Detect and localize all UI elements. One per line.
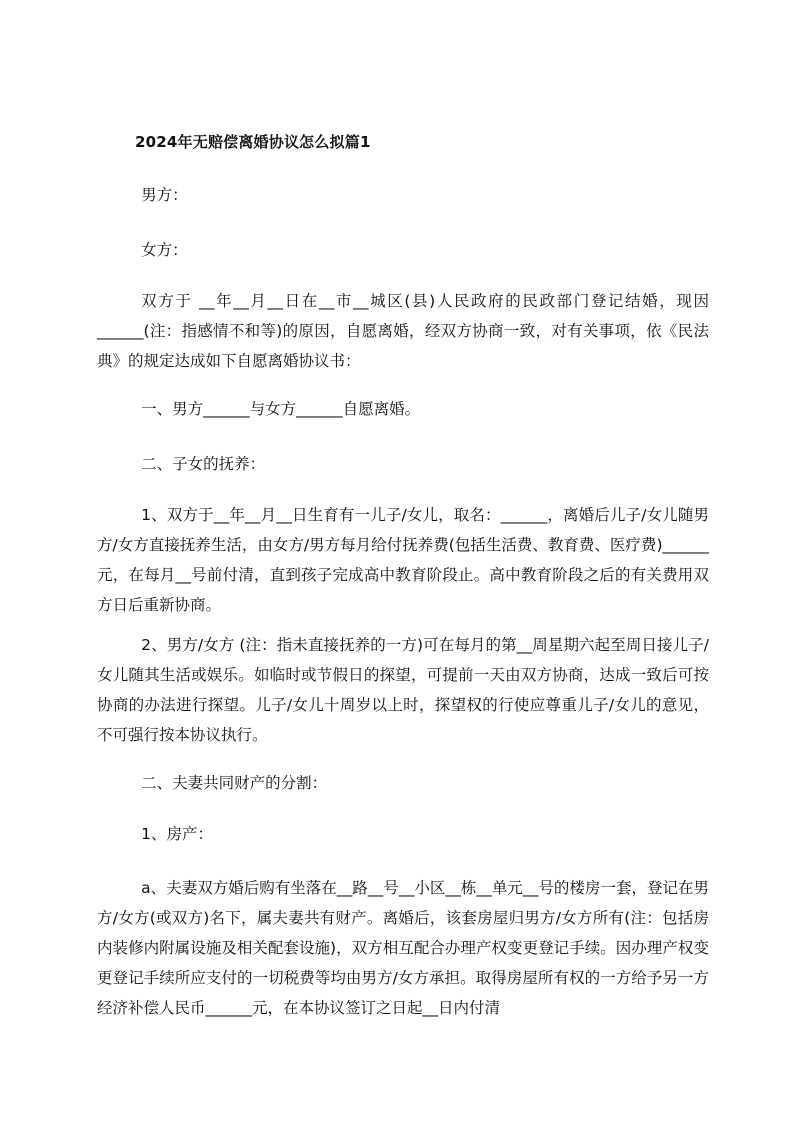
- child-custody-paragraph: 1、双方于__年__月__日生育有一儿子/女儿，取名：______，离婚后儿子/女儿随男方/女方直接抚养生活，由女方/男方每月给付抚养费(包括生活费、教育费、医疗费)______元，在每月__号前付清，直到孩子完成高中教育阶段止。高中教育阶段之后的有关费用双方日后重新协商。: [97, 506, 709, 614]
- intro-paragraph: 双方于 __年__月__日在__市__城区(县)人民政府的民政部门登记结婚，现因______(注：指感情不和等)的原因，自愿离婚，经双方协商一致，对有关事项，依《民法典》的规定达成如下自愿离婚协议书：: [97, 292, 709, 370]
- visitation-paragraph: 2、男方/女方 (注：指未直接抚养的一方)可在每月的第__周星期六起至周日接儿子/女儿随其生活或娱乐。如临时或节假日的探望，可提前一天由双方协商，达成一致后可按协商的办法进行探望。儿子/女儿十周岁以上时，探望权的行使应尊重儿子/女儿的意见，不可强行按本协议执行。: [97, 636, 709, 744]
- section-two-heading: 二、子女的抚养：: [141, 455, 266, 473]
- property-division-heading: 二、夫妻共同财产的分割：: [141, 774, 328, 792]
- house-clause-paragraph: a、夫妻双方婚后购有坐落在__路__号__小区__栋__单元__号的楼房一套，登记在男方/女方(或双方)名下，属夫妻共有财产。离婚后，该套房屋归男方/女方所有(注：包括房内装修内附属设施及相关配套设施)，双方相互配合办理产权变更登记手续。因办理产权变更登记手续所应支付的一切税费等均由男方/女方承担。取得房屋所有权的一方给予另一方经济补偿人民币______元，在本协议签订之日起__日内付清: [97, 879, 709, 1017]
- document-title: 2024年无赔偿离婚协议怎么拟篇1: [135, 133, 371, 151]
- husband-label-paragraph: 男方：: [141, 186, 188, 204]
- wife-label-paragraph: 女方：: [141, 241, 188, 259]
- section-one-paragraph: 一、男方______与女方______自愿离婚。: [141, 400, 421, 418]
- house-heading: 1、房产：: [141, 825, 214, 843]
